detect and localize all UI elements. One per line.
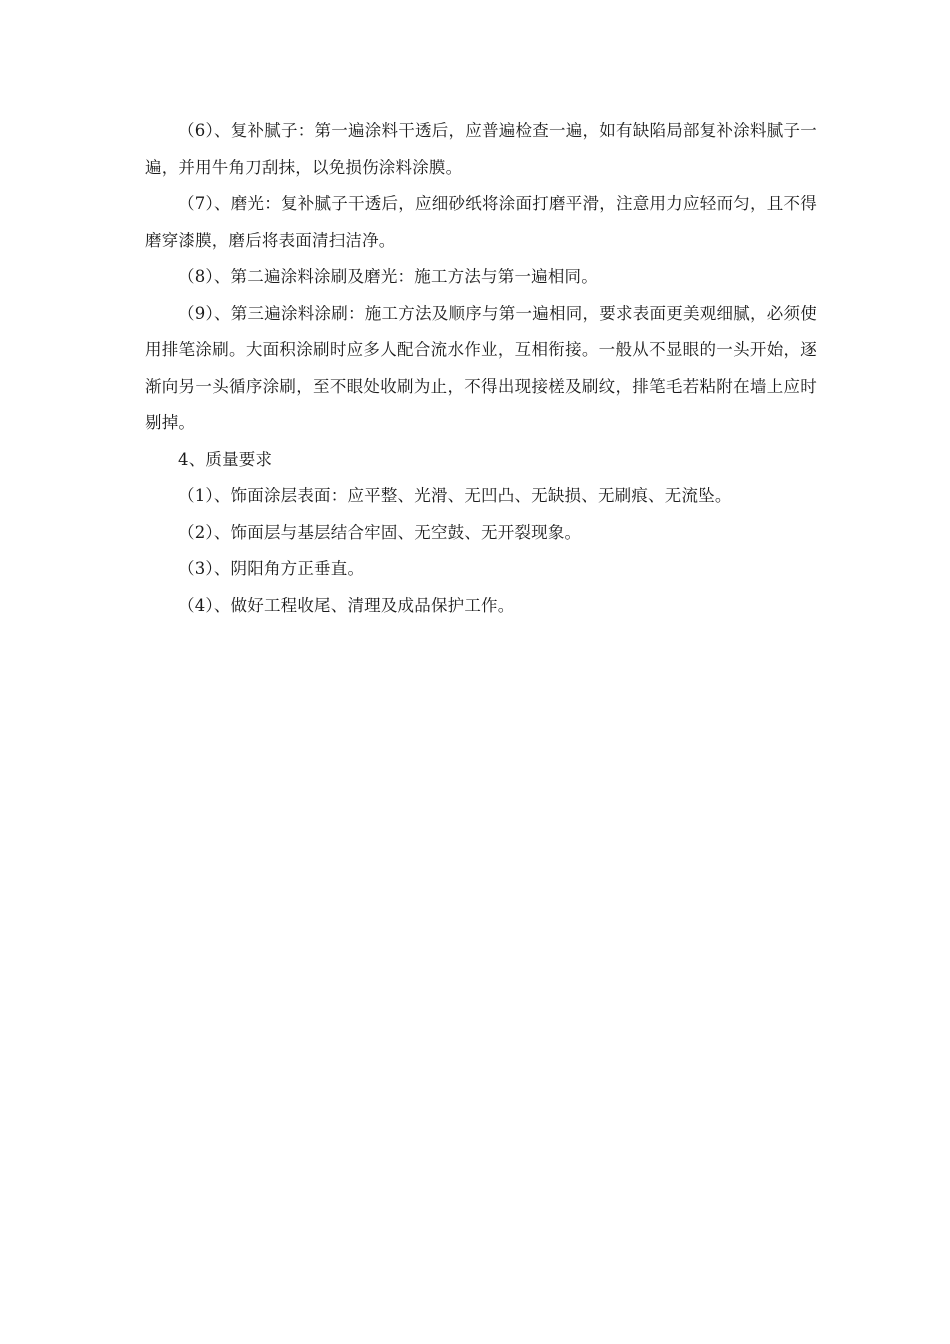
paragraph-step-6: （6）、复补腻子：第一遍涂料干透后，应普遍检查一遍，如有缺陷局部复补涂料腻子一遍，并用牛角刀刮抹，以免损伤涂料涂膜。	[145, 121, 817, 177]
paragraph-step-7: （7）、磨光：复补腻子干透后，应细砂纸将涂面打磨平滑，注意用力应轻而匀，且不得磨穿漆膜，磨后将表面清扫洁净。	[145, 194, 817, 250]
paragraph-quality-3: （3）、阴阳角方正垂直。	[178, 559, 365, 578]
paragraph-step-8: （8）、第二遍涂料涂刷及磨光：施工方法与第一遍相同。	[178, 267, 598, 286]
document-body	[145, 113, 817, 624]
section-heading-quality: 4、质量要求	[178, 449, 273, 469]
paragraph-quality-2: （2）、饰面层与基层结合牢固、无空鼓、无开裂现象。	[178, 522, 582, 542]
paragraph-quality-1: （1）、饰面涂层表面：应平整、光滑、无凹凸、无缺损、无刷痕、无流坠。	[178, 486, 732, 505]
paragraph-step-9: （9）、第三遍涂料涂刷：施工方法及顺序与第一遍相同，要求表面更美观细腻，必须使用排笔涂刷。大面积涂刷时应多人配合流水作业，互相衔接。一般从不显眼的一头开始，逐渐向另一头循序涂刷，至不眼处收刷为止，不得出现接槎及刷纹，排笔毛若粘附在墙上应时剔掉。	[145, 303, 817, 432]
paragraph-quality-4: （4）、做好工程收尾、清理及成品保护工作。	[178, 595, 515, 615]
